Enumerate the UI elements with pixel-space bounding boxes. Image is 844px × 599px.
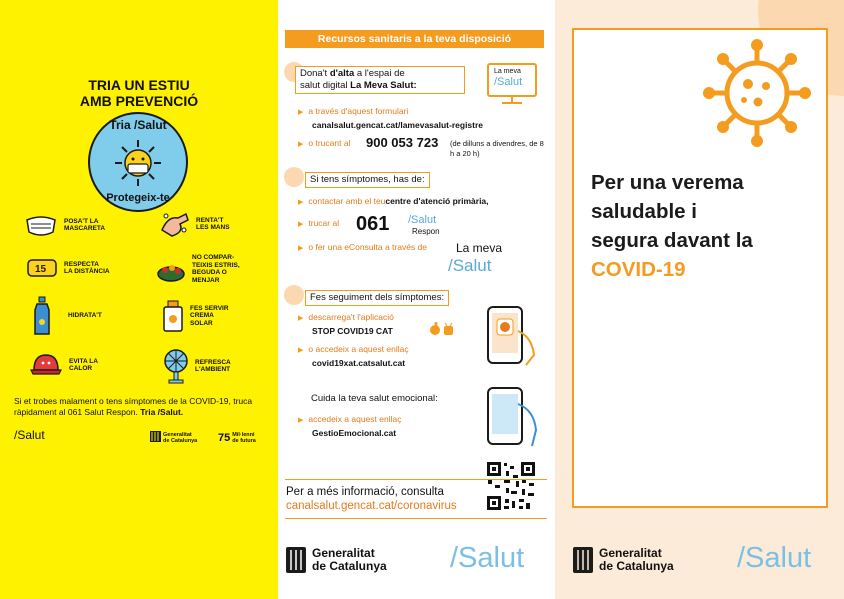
bullet-text: ▶ o accedeix a aquest enllaç — [308, 344, 409, 354]
sunscreen-icon — [162, 300, 184, 332]
bullet-app — [298, 312, 394, 324]
summer-title — [0, 77, 278, 109]
water-bottle-icon — [33, 296, 51, 336]
years-line-1: Mil·lenni — [232, 432, 255, 438]
resources-panel — [278, 0, 555, 599]
covid-title: COVID-19 — [591, 258, 686, 281]
tip-label: NO COMPAR- TEIXIS ESTRIS, BEGUDA O MENJAR — [192, 254, 240, 284]
section-marker — [284, 285, 304, 305]
bullet-text: ▶ o fer una eConsulta a través de — [308, 242, 427, 252]
lameva-salut-monitor-icon — [486, 62, 538, 111]
bullet-text: ▶ a través d'aquest formulari — [308, 106, 409, 116]
bullet-emotional — [298, 414, 401, 426]
bullet-text: ▶ accedeix a aquest enllaç — [308, 414, 402, 424]
tip-food — [156, 254, 240, 284]
cap-icon — [29, 352, 63, 378]
bullet-primary-care — [298, 196, 489, 208]
number-061[interactable]: 061 — [356, 213, 390, 235]
tip-hydrate — [33, 296, 102, 336]
gen-line-2: de Catalunya — [312, 559, 387, 573]
years-number: 75 — [218, 432, 231, 444]
monitor-text-2: /Salut — [494, 76, 523, 88]
fan-icon — [163, 348, 189, 384]
tip-label: HIDRATA'T — [68, 312, 102, 320]
respon-061: Respon — [412, 227, 440, 236]
monitor-text-1: La meva — [494, 68, 521, 75]
title-line-1: TRIA UN ESTIU — [88, 77, 190, 93]
smartphone-app-icon — [484, 303, 542, 369]
cover-title-line-2: saludable i — [591, 200, 697, 223]
tip-label: REFRESCA L'AMBIENT — [195, 358, 231, 373]
more-info-text: Per a més informació, consulta — [286, 486, 444, 498]
tip-mask — [24, 212, 105, 238]
tip-label: RESPECTA LA DISTÀNCIA — [64, 260, 110, 275]
salut-logo: /Salut — [14, 428, 45, 442]
generalitat-logo — [312, 547, 387, 573]
sec1-text-e: La Meva Salut: — [350, 80, 417, 91]
food-icon — [156, 254, 186, 284]
bullet-text: ▶ trucar al — [308, 218, 340, 228]
symptoms-note-text: Si et trobes malament o tens símptomes de la COVID-19, truca ràpidament al 061 Salut Respon. — [14, 396, 253, 417]
handwash-icon — [158, 210, 190, 238]
tip-label: EVITA LA CALOR — [69, 357, 98, 372]
resources-header: Recursos sanitaris a la teva disposició — [285, 30, 544, 48]
years-logo — [218, 432, 256, 444]
bullet-text: ▶ contactar amb el teu — [308, 196, 386, 206]
lameva-salut-logo: /Salut — [448, 256, 492, 275]
cover-title-line-3: segura davant la — [591, 229, 753, 252]
generalitat-emblem-icon — [286, 547, 306, 573]
cover-title — [591, 168, 753, 255]
registration-link[interactable]: canalsalut.gencat.cat/lamevasalut-registre — [312, 120, 484, 130]
chat-link[interactable]: covid19xat.catsalut.cat — [312, 358, 406, 368]
tip-handwash — [158, 210, 230, 238]
bullet-text: ▶ o trucant al — [308, 138, 351, 148]
emotional-link[interactable]: GestioEmocional.cat — [312, 428, 397, 438]
section-marker — [284, 167, 304, 187]
sec1-text-d: salut digital — [300, 80, 351, 91]
gen-line-1: Generalitat — [163, 432, 192, 438]
salut-logo: /Salut — [450, 542, 525, 574]
smartphone-icon — [484, 384, 544, 450]
phone-hours: (de dilluns a divendres, de 8 h a 20 h) — [450, 139, 544, 158]
tip-label: POSA'T LA MASCARETA — [64, 217, 106, 232]
title-line-2: AMB PREVENCIÓ — [79, 93, 199, 109]
bullet-econsulta — [298, 242, 427, 254]
bullet-061 — [298, 218, 339, 230]
years-line-2: de futura — [232, 438, 256, 444]
tip-label: FES SERVIR CREMA SOLAR — [190, 304, 229, 327]
sec1-text-c: a l'espai de — [354, 68, 405, 79]
sec1-text-a: Dona't — [300, 68, 330, 79]
tip-distance — [26, 256, 110, 280]
cover-panel — [555, 0, 844, 599]
phone-number[interactable]: 900 053 723 — [366, 135, 439, 150]
generalitat-logo — [599, 547, 674, 573]
prevention-panel — [0, 0, 278, 599]
sun-mask-icon — [113, 138, 163, 188]
section-lameva — [295, 66, 465, 94]
generalitat-logo-small — [163, 432, 197, 444]
cover-title-line-1: Per una verema — [591, 171, 744, 194]
bullet-form — [298, 106, 408, 118]
info-divider — [285, 479, 547, 519]
symptoms-note — [14, 396, 264, 418]
badge-bottom-text: Protegeix-te — [106, 192, 170, 204]
tria-salut-badge — [88, 112, 188, 212]
symptoms-note-bold: Tria /Salut. — [140, 407, 184, 417]
distance-icon — [26, 256, 58, 280]
salut-logo: /Salut — [737, 542, 812, 574]
gen-line-2: de Catalunya — [599, 559, 674, 573]
bullet-phone — [298, 138, 350, 150]
generalitat-emblem-icon — [150, 431, 161, 442]
app-name: STOP COVID19 CAT — [312, 326, 393, 336]
generalitat-emblem-icon — [573, 547, 593, 573]
svg-text:15: 15 — [35, 264, 47, 275]
lameva-text: La meva — [456, 241, 503, 255]
coronavirus-link[interactable]: canalsalut.gencat.cat/coronavirus — [286, 500, 457, 512]
section-symptoms: Si tens símptomes, has de: — [305, 172, 430, 188]
bullet-text: ▶ descarrega't l'aplicació — [308, 312, 394, 322]
tip-refresh — [163, 348, 231, 384]
gen-line-2: de Catalunya — [163, 438, 198, 444]
mask-icon — [24, 212, 58, 238]
tip-label: RENTA'T LES MANS — [196, 216, 230, 231]
sec1-text-b: d'alta — [329, 68, 355, 79]
gen-line-1: Generalitat — [312, 546, 375, 560]
badge-top-text: Tria /Salut — [109, 118, 167, 132]
bullet-chat — [298, 344, 409, 356]
app-store-icons[interactable] — [429, 322, 455, 336]
section-tracking: Fes seguiment dels símptomes: — [305, 290, 449, 306]
bullet-bold: centre d'atenció primària, — [385, 196, 489, 206]
salut-061: /Salut — [408, 214, 437, 226]
gen-line-1: Generalitat — [599, 546, 662, 560]
section-emotional: Cuida la teva salut emocional: — [311, 393, 438, 404]
coronavirus-icon — [702, 38, 812, 148]
tip-heat — [29, 352, 98, 378]
tip-sunscreen — [162, 300, 229, 332]
